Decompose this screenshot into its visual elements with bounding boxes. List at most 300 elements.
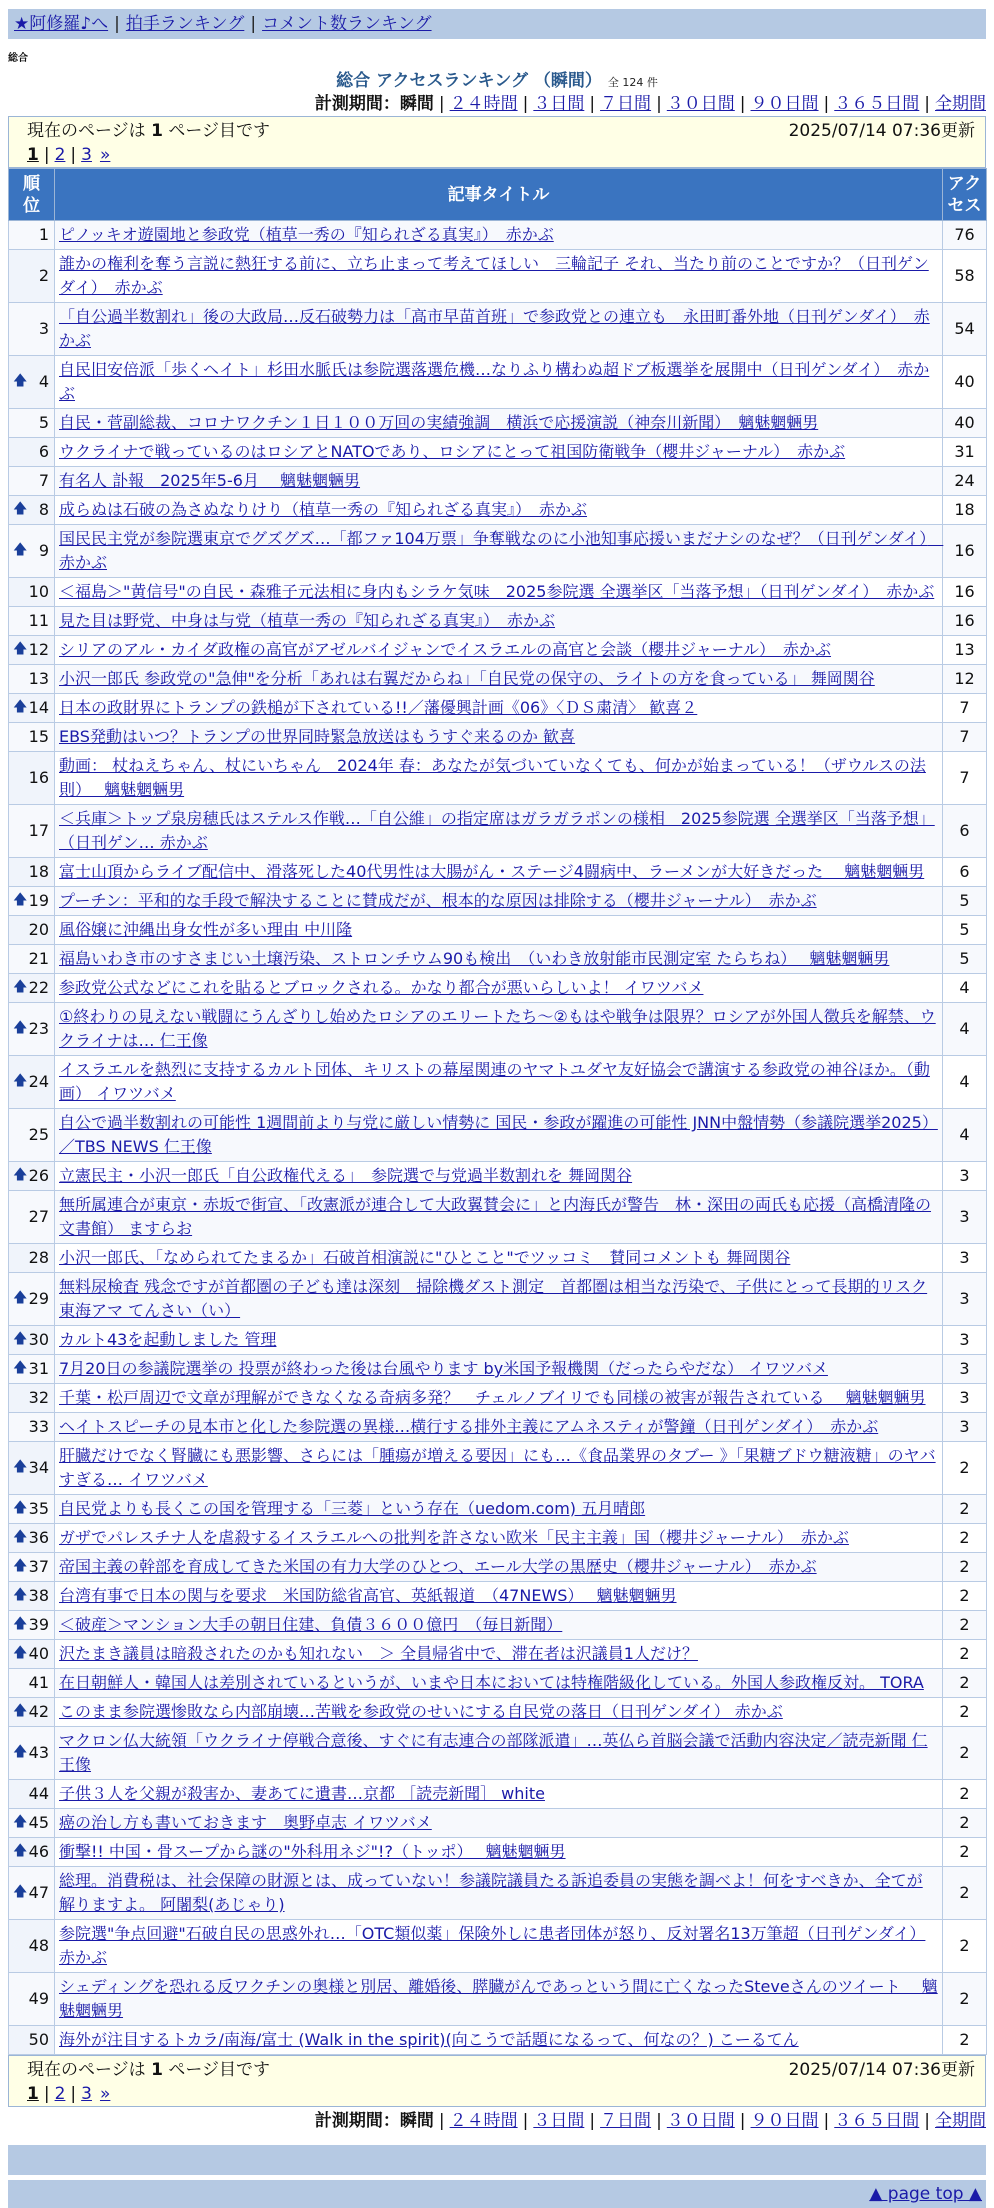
top-nav — [8, 9, 986, 39]
title-cell — [55, 723, 943, 752]
title-cell — [55, 887, 943, 916]
title-cell — [55, 636, 943, 665]
table-row — [9, 916, 987, 945]
article-link[interactable]: 海外が注目するトカラ/南海/富士 (Walk in the spirit)(向こうで話題になるって、何なの？) こーるてん — [59, 2030, 799, 2049]
table-row — [9, 467, 987, 496]
rank-cell — [9, 723, 55, 752]
period-current: 瞬間 — [399, 2111, 434, 2131]
period-link[interactable]: ３日間 — [533, 2111, 585, 2131]
rank-cell — [9, 1442, 55, 1495]
table-row — [9, 1640, 987, 1669]
up-arrow-icon: 🡅 — [13, 1330, 28, 1347]
rank-cell — [9, 1582, 55, 1611]
title-cell — [55, 1413, 943, 1442]
table-row — [9, 221, 987, 250]
title-cell — [55, 1442, 943, 1495]
title-cell — [55, 1582, 943, 1611]
title-cell — [55, 858, 943, 887]
period-separator: | — [589, 94, 596, 114]
access-count: 2 — [943, 1495, 987, 1524]
period-link[interactable]: ２４時間 — [449, 2111, 518, 2131]
rank-cell — [9, 578, 55, 607]
period-link[interactable]: 全期間 — [935, 94, 986, 114]
up-arrow-icon: 🡅 — [13, 698, 28, 715]
rank-cell — [9, 250, 55, 303]
rank-cell — [9, 974, 55, 1003]
article-link[interactable]: シリアのアル・カイダ政権の高官がアゼルバイジャンでイスラエルの高官と会談（櫻井ジャーナル） 赤かぶ — [59, 640, 832, 659]
article-link[interactable]: ガザでパレスチナ人を虐殺するイスラエルへの批判を許さない欧米「民主主義」国（櫻井ジャーナル） 赤かぶ — [59, 1528, 849, 1547]
pager-status-row — [27, 2058, 975, 2082]
title-cell — [55, 805, 943, 858]
table-row — [9, 1582, 987, 1611]
up-arrow-icon: 🡅 — [13, 1019, 28, 1036]
table-row — [9, 1273, 987, 1326]
access-count: 2 — [943, 1727, 987, 1780]
period-link[interactable]: ３０日間 — [666, 2111, 735, 2131]
rank-number: 22 — [28, 978, 49, 997]
article-link[interactable]: 参院選"争点回避"石破自民の思惑外れ…「OTC類似薬」保険外しに患者団体が怒り、反対署名13万筆超（日刊ゲンダイ） 赤かぶ — [59, 1924, 926, 1967]
rank-number: 38 — [28, 1586, 49, 1605]
access-count: 3 — [943, 1162, 987, 1191]
article-link[interactable]: 自民・菅副総裁、コロナワクチン１日１００万回の実績強調 横浜で応援演説（神奈川新聞） 魑魅魍魎男 — [59, 413, 819, 432]
rank-cell — [9, 438, 55, 467]
article-link[interactable]: カルト43を起動しました 管理 — [59, 1330, 277, 1349]
nav-clap-ranking-link[interactable]: 拍手ランキング — [125, 14, 245, 34]
pager-next-link[interactable]: » — [99, 2084, 111, 2104]
table-row — [9, 1553, 987, 1582]
access-count: 4 — [943, 1109, 987, 1162]
up-arrow-icon: 🡅 — [13, 541, 28, 558]
article-link[interactable]: 衝撃!! 中国・骨スープから謎の"外科用ネジ"!?（トッポ） 魑魅魍魎男 — [59, 1842, 566, 1861]
period-label: 計測期間： — [314, 2111, 400, 2131]
article-link[interactable]: 参政党公式などにこれを貼るとブロックされる。かなり都合が悪いらしいよ！ イワツバメ — [59, 978, 704, 997]
pager-current-page: 1 — [151, 121, 163, 141]
access-count: 54 — [943, 303, 987, 356]
article-link[interactable]: 風俗嬢に沖縄出身女性が多い理由 中川隆 — [59, 920, 353, 939]
rank-cell — [9, 752, 55, 805]
ranking-title-text: 総合 アクセスランキング （瞬間） — [336, 71, 602, 91]
title-cell — [55, 496, 943, 525]
table-row — [9, 1838, 987, 1867]
title-cell — [55, 1355, 943, 1384]
up-arrow-icon: 🡅 — [13, 500, 28, 517]
title-cell — [55, 1495, 943, 1524]
access-count: 3 — [943, 1273, 987, 1326]
pager-links-row — [27, 2082, 975, 2106]
rank-cell — [9, 636, 55, 665]
article-link[interactable]: 国民民主党が参院選東京でグズグズ…「都ファ104万票」争奪戦なのに小池知事応援いまだナシのなぜ？（日刊ゲンダイ） 赤かぶ — [59, 529, 944, 572]
title-cell — [55, 221, 943, 250]
pager-next-link[interactable]: » — [99, 145, 111, 165]
nav-separator: | — [250, 14, 257, 34]
pager-separator: | — [70, 145, 77, 165]
article-link[interactable]: 福島いわき市のすさまじい土壌汚染、ストロンチウム90も検出 （いわき放射能市民測定室 たらちね） 魑魅魍魎男 — [59, 949, 890, 968]
rank-cell — [9, 1326, 55, 1355]
article-link[interactable]: ＜破産＞マンション大手の朝日住建、負債３６００億円 （毎日新聞） — [59, 1615, 563, 1634]
period-label: 計測期間： — [314, 94, 400, 114]
article-link[interactable]: 富士山頂からライブ配信中、滑落死した40代男性は大腸がん・ステージ4闘病中、ラーメンが大好きだった 魑魅魍魎男 — [59, 862, 925, 881]
rank-number: 14 — [28, 698, 49, 717]
article-link[interactable]: 帝国主義の幹部を育成してきた米国の有力大学のひとつ、エール大学の黒歴史（櫻井ジャーナル） 赤かぶ — [59, 1557, 817, 1576]
article-link[interactable]: 在日朝鮮人・韓国人は差別されているというが、いまや日本においては特権階級化している。外国人参政権反対。 TORA — [59, 1673, 924, 1692]
pager-bottom — [8, 2055, 986, 2107]
rank-cell — [9, 916, 55, 945]
access-count: 16 — [943, 525, 987, 578]
article-link[interactable]: ＜福島＞"黄信号"の自民・森雅子元法相に身内もシラケ気味 2025参院選 全選挙区「当落予想」（日刊ゲンダイ） 赤かぶ — [59, 582, 935, 601]
table-row — [9, 1669, 987, 1698]
access-count: 2 — [943, 1780, 987, 1809]
table-row — [9, 1524, 987, 1553]
up-arrow-icon: 🡅 — [13, 1615, 28, 1632]
table-row — [9, 1191, 987, 1244]
title-cell — [55, 1973, 943, 2026]
article-link[interactable]: 無所属連合が東京・赤坂で街宣、「改憲派が連合して大政翼賛会に」と内海氏が警告 林・深田の両氏も応援（高橋清隆の文書館） ますらお — [59, 1195, 932, 1238]
pager-page-link[interactable]: 3 — [81, 145, 92, 165]
access-column-header: アクセス — [943, 169, 987, 221]
pager-current-page: 1 — [151, 2060, 163, 2080]
rank-cell — [9, 887, 55, 916]
pager-status-row — [27, 119, 975, 143]
title-cell — [55, 607, 943, 636]
access-count: 24 — [943, 467, 987, 496]
nav-comment-ranking-link[interactable]: コメント数ランキング — [262, 14, 432, 34]
title-cell — [55, 438, 943, 467]
table-row — [9, 805, 987, 858]
access-count: 16 — [943, 607, 987, 636]
access-count: 5 — [943, 887, 987, 916]
access-count: 2 — [943, 1582, 987, 1611]
title-cell — [55, 694, 943, 723]
period-separator: | — [823, 2111, 830, 2131]
rank-cell — [9, 221, 55, 250]
rank-number: 21 — [28, 949, 49, 968]
table-row — [9, 303, 987, 356]
article-link[interactable]: ピノッキオ遊園地と参政党（植草一秀の『知られざる真実』） 赤かぶ — [59, 225, 554, 244]
rank-cell — [9, 1669, 55, 1698]
last-updated: 2025/07/14 07:36更新 — [788, 2060, 975, 2080]
page-top-link[interactable]: ▲ page top ▲ — [869, 2184, 982, 2204]
access-count: 2 — [943, 1920, 987, 1973]
period-link[interactable]: ２４時間 — [449, 94, 518, 114]
access-count: 2 — [943, 1809, 987, 1838]
rank-number: 48 — [28, 1936, 49, 1955]
rank-cell — [9, 1413, 55, 1442]
title-cell — [55, 1920, 943, 1973]
access-count: 2 — [943, 1838, 987, 1867]
period-separator: | — [656, 94, 662, 114]
access-count: 4 — [943, 974, 987, 1003]
access-count: 2 — [943, 1867, 987, 1920]
rank-number: 24 — [28, 1072, 49, 1091]
footer-bar — [8, 2145, 986, 2175]
rank-number: 35 — [28, 1499, 49, 1518]
pager-links-row — [27, 143, 975, 167]
article-link[interactable]: 見た目は野党、中身は与党（植草一秀の『知られざる真実』） 赤かぶ — [59, 611, 556, 630]
rank-number: 28 — [28, 1248, 49, 1267]
access-count: 2 — [943, 1640, 987, 1669]
title-cell — [55, 1191, 943, 1244]
access-count: 3 — [943, 1355, 987, 1384]
period-selector-bottom — [8, 2109, 986, 2133]
period-current: 瞬間 — [399, 94, 434, 114]
rank-column-header: 順位 — [9, 169, 55, 221]
rank-cell — [9, 694, 55, 723]
table-row — [9, 1413, 987, 1442]
title-cell — [55, 356, 943, 409]
title-cell — [55, 1553, 943, 1582]
access-count: 7 — [943, 752, 987, 805]
article-link[interactable]: 沢たまき議員は暗殺されたのかも知れない ＞ 全員帰省中で、滞在者は沢議員1人だけ？ — [59, 1644, 698, 1663]
article-link[interactable]: 有名人 訃報 2025年5-6月 魑魅魍魎男 — [59, 471, 361, 490]
rank-cell — [9, 1780, 55, 1809]
article-link[interactable]: 動画： 杖ねえちゃん、杖にいちゃん 2024年 春：あなたが気づいていなくても、何かが始まっている！（ザウルスの法則） 魑魅魍魎男 — [59, 756, 926, 799]
period-separator: | — [924, 94, 930, 114]
period-separator: | — [589, 2111, 596, 2131]
rank-cell — [9, 1640, 55, 1669]
rank-cell — [9, 1727, 55, 1780]
rank-cell — [9, 525, 55, 578]
title-cell — [55, 578, 943, 607]
period-separator: | — [924, 2111, 930, 2131]
table-row — [9, 636, 987, 665]
table-row — [9, 694, 987, 723]
rank-number: 32 — [28, 1388, 49, 1407]
rank-cell — [9, 1553, 55, 1582]
period-link[interactable]: 全期間 — [935, 2111, 986, 2131]
article-link[interactable]: 小沢一郎氏 参政党の"急伸"を分析「あれは右翼だからね」「自民党の保守の、ライトの方を食っている」 舞岡関谷 — [59, 669, 875, 688]
article-link[interactable]: 「自公過半数割れ」後の大政局…反石破勢力は「高市早苗首班」で参政党との連立も 永田町番外地（日刊ゲンダイ） 赤かぶ — [59, 307, 930, 350]
title-cell — [55, 1056, 943, 1109]
article-link[interactable]: 総理。消費税は、社会保障の財源とは、成っていない！参議院議員たる訴追委員の実態を調べよ！何をすべきか、全てが解りますよ。 阿闍梨(あじゃり) — [59, 1871, 923, 1914]
period-selector-top — [8, 92, 986, 116]
rank-number: 47 — [28, 1883, 49, 1902]
pager-separator: | — [43, 2084, 50, 2104]
article-link[interactable]: プーチン：平和的な手段で解決することに賛成だが、根本的な原因は排除する（櫻井ジャーナル） 赤かぶ — [59, 891, 817, 910]
access-count: 2 — [943, 1442, 987, 1495]
pager-page-link[interactable]: 3 — [81, 2084, 92, 2104]
table-row — [9, 1727, 987, 1780]
rank-cell — [9, 1162, 55, 1191]
rank-cell — [9, 1056, 55, 1109]
rank-cell — [9, 607, 55, 636]
rank-number: 26 — [28, 1166, 49, 1185]
ranking-item-count: 全 124 件 — [607, 76, 658, 89]
access-count: 40 — [943, 409, 987, 438]
pager-top — [8, 116, 986, 168]
article-link[interactable]: シェディングを恐れる反ワクチンの奥様と別居、離婚後、膵臓がんであっという間に亡くなったSteveさんのツイート 魑魅魍魎男 — [59, 1977, 938, 2020]
table-row — [9, 1611, 987, 1640]
article-link[interactable]: 小沢一郎氏、「なめられてたまるか」石破首相演説に"ひとこと"でツッコミ 賛同コメントも 舞岡関谷 — [59, 1248, 791, 1267]
article-link[interactable]: 肝臓だけでなく腎臓にも悪影響、さらには「腫瘍が増える要因」にも…《食品業界のタブー 》「果糖ブドウ糖液糖」のヤバすぎる… イワツバメ — [59, 1446, 936, 1489]
rank-cell — [9, 1109, 55, 1162]
article-link[interactable]: ウクライナで戦っているのはロシアとNATOであり、ロシアにとって祖国防衛戦争（櫻井ジャーナル） 赤かぶ — [59, 442, 846, 461]
article-link[interactable]: 7月20日の参議院選挙の 投票が終わった後は台風やります by米国予報機関（だったらやだな） イワツバメ — [59, 1359, 828, 1378]
rank-cell — [9, 1495, 55, 1524]
title-cell — [55, 1384, 943, 1413]
access-count: 7 — [943, 723, 987, 752]
rank-number: 36 — [28, 1528, 49, 1547]
table-row — [9, 974, 987, 1003]
title-cell — [55, 467, 943, 496]
title-cell — [55, 1698, 943, 1727]
pager-suffix: ページ目です — [162, 2060, 270, 2080]
period-separator: | — [438, 2111, 445, 2131]
title-cell — [55, 1003, 943, 1056]
rank-number: 7 — [38, 471, 49, 490]
article-link[interactable]: ①終わりの見えない戦闘にうんざりし始めたロシアのエリートたち〜②もはや戦争は限界？ロシアが外国人徴兵を解禁、ウクライナは… 仁王像 — [59, 1007, 936, 1050]
table-row — [9, 1162, 987, 1191]
article-link[interactable]: ヘイトスピーチの見本市と化した参院選の異様…横行する排外主義にアムネスティが警鐘（日刊ゲンダイ） 赤かぶ — [59, 1417, 879, 1436]
rank-number: 20 — [28, 920, 49, 939]
table-header-row — [9, 169, 987, 221]
up-arrow-icon: 🡅 — [13, 1166, 28, 1183]
period-link[interactable]: ７日間 — [600, 2111, 652, 2131]
pager-page-link[interactable]: 2 — [54, 2084, 66, 2104]
table-row — [9, 723, 987, 752]
up-arrow-icon: 🡅 — [13, 1359, 28, 1376]
rank-number: 10 — [28, 582, 49, 601]
title-cell — [55, 665, 943, 694]
access-count: 12 — [943, 665, 987, 694]
article-link[interactable]: 癌の治し方も書いておきます 奥野卓志 イワツバメ — [59, 1813, 432, 1832]
article-link[interactable]: 自民旧安倍派「歩くヘイト」杉田水脈氏は参院選落選危機…なりふり構わぬ超ドブ板選挙を展開中（日刊ゲンダイ） 赤かぶ — [59, 360, 930, 403]
period-separator: | — [438, 94, 445, 114]
article-link[interactable]: 台湾有事で日本の関与を要求 米国防総省高官、英紙報道 （47NEWS） 魑魅魍魎男 — [59, 1586, 677, 1605]
article-link[interactable]: 成らぬは石破の為さぬなりけり（植草一秀の『知られざる真実』） 赤かぶ — [59, 500, 588, 519]
article-link[interactable]: イスラエルを熱烈に支持するカルト団体、キリストの幕屋関連のヤマトユダヤ友好協会で講演する参政党の神谷ほか。（動画） イワツバメ — [59, 1060, 930, 1103]
rank-number: 17 — [28, 821, 49, 840]
period-link[interactable]: ３日間 — [533, 94, 585, 114]
article-link[interactable]: このまま参院選惨敗なら内部崩壊…苦戦を参政党のせいにする自民党の落日（日刊ゲンダイ） 赤かぶ — [59, 1702, 783, 1721]
access-count: 2 — [943, 1524, 987, 1553]
pager-page-current: 1 — [27, 145, 39, 165]
title-cell — [55, 1838, 943, 1867]
period-link[interactable]: ３６５日間 — [834, 94, 920, 114]
period-link[interactable]: ７日間 — [600, 94, 652, 114]
access-count: 3 — [943, 1326, 987, 1355]
period-link[interactable]: ９０日間 — [750, 2111, 819, 2131]
rank-number: 12 — [28, 640, 49, 659]
title-cell — [55, 752, 943, 805]
rank-number: 42 — [28, 1702, 49, 1721]
table-row — [9, 1442, 987, 1495]
access-count: 3 — [943, 1244, 987, 1273]
title-cell — [55, 250, 943, 303]
rank-cell — [9, 945, 55, 974]
article-link[interactable]: 無料尿検査 残念ですが首都圏の子ども達は深刻 掃除機ダスト測定 首都圏は相当な汚染で、子供にとって長期的リスク東海アマ てんさい（い） — [59, 1277, 928, 1320]
rank-number: 49 — [28, 1989, 49, 2008]
rank-number: 41 — [28, 1673, 49, 1692]
table-row — [9, 1698, 987, 1727]
table-row — [9, 1973, 987, 2026]
rank-cell — [9, 1191, 55, 1244]
table-row — [9, 438, 987, 467]
table-row — [9, 525, 987, 578]
table-row — [9, 1780, 987, 1809]
period-link[interactable]: ９０日間 — [750, 94, 819, 114]
access-count: 6 — [943, 858, 987, 887]
rank-cell — [9, 858, 55, 887]
access-count: 58 — [943, 250, 987, 303]
period-link[interactable]: ３６５日間 — [834, 2111, 920, 2131]
rank-number: 16 — [28, 768, 49, 787]
table-row — [9, 1003, 987, 1056]
table-row — [9, 1495, 987, 1524]
title-cell — [55, 1109, 943, 1162]
rank-number: 37 — [28, 1557, 49, 1576]
rank-cell — [9, 1973, 55, 2026]
table-row — [9, 1355, 987, 1384]
period-separator: | — [656, 2111, 662, 2131]
rank-number: 11 — [28, 611, 49, 630]
rank-number: 5 — [38, 413, 49, 432]
article-link[interactable]: 誰かの権利を奪う言説に熱狂する前に、立ち止まって考えてほしい 三輪記子 それ、当たり前のことですか？（日刊ゲンダイ） 赤かぶ — [59, 254, 929, 297]
table-row — [9, 496, 987, 525]
rank-cell — [9, 1524, 55, 1553]
article-link[interactable]: 日本の政財界にトランプの鉄槌が下されている!!／藩優興計画《06》〈ＤＳ粛清〉 歓喜２ — [59, 698, 698, 717]
access-count: 3 — [943, 1191, 987, 1244]
article-link[interactable]: 自民党よりも長くこの国を管理する「三菱」という存在（uedom.com) 五月晴郎 — [59, 1499, 646, 1518]
pager-page-link[interactable]: 2 — [54, 145, 66, 165]
nav-home-link[interactable]: ★阿修羅♪へ — [14, 14, 109, 34]
title-cell — [55, 1524, 943, 1553]
rank-number: 18 — [28, 862, 49, 881]
title-column-header: 記事タイトル — [55, 169, 943, 221]
rank-number: 13 — [28, 669, 49, 688]
title-cell — [55, 1727, 943, 1780]
article-link[interactable]: 自公で過半数割れの可能性 1週間前より与党に厳しい情勢に 国民・参政が躍進の可能性 JNN中盤情勢（参議院選挙2025）／TBS NEWS 仁王像 — [59, 1113, 938, 1156]
rank-number: 2 — [38, 266, 49, 285]
pager-separator: | — [70, 2084, 77, 2104]
access-count: 31 — [943, 438, 987, 467]
up-arrow-icon: 🡅 — [13, 1528, 28, 1545]
access-count: 2 — [943, 1611, 987, 1640]
title-cell — [55, 303, 943, 356]
rank-cell — [9, 1838, 55, 1867]
up-arrow-icon: 🡅 — [13, 1813, 28, 1830]
pager-suffix: ページ目です — [162, 121, 270, 141]
access-count: 2 — [943, 1973, 987, 2026]
up-arrow-icon: 🡅 — [13, 1499, 28, 1516]
access-count: 5 — [943, 916, 987, 945]
rank-number: 6 — [38, 442, 49, 461]
rank-cell — [9, 1698, 55, 1727]
pager-prefix: 現在のページは — [27, 2060, 152, 2080]
article-link[interactable]: 千葉・松戸周辺で文章が理解ができなくなる奇病多発？ チェルノブイリでも同様の被害が報告されている 魑魅魍魎男 — [59, 1388, 926, 1407]
article-link[interactable]: ＜兵庫＞トップ泉房穂氏はステルス作戦…「自公維」の指定席はガラガラポンの様相 2025参院選 全選挙区「当落予想」（日刊ゲン… 赤かぶ — [59, 809, 935, 852]
rank-number: 29 — [28, 1289, 49, 1308]
table-row — [9, 1056, 987, 1109]
article-link[interactable]: 立憲民主・小沢一郎氏「自公政権代える」 参院選で与党過半数割れを 舞岡関谷 — [59, 1166, 633, 1185]
title-cell — [55, 1669, 943, 1698]
rank-number: 23 — [28, 1019, 49, 1038]
period-link[interactable]: ３０日間 — [666, 94, 735, 114]
rank-number: 31 — [28, 1359, 49, 1378]
up-arrow-icon: 🡅 — [13, 1842, 28, 1859]
table-row — [9, 945, 987, 974]
article-link[interactable]: 子供３人を父親が殺害か、妻あてに遺書…京都 ［読売新聞］ white — [59, 1784, 545, 1803]
article-link[interactable]: EBS発動はいつ？トランプの世界同時緊急放送はもうすぐ来るのか 歓喜 — [59, 727, 576, 746]
rank-cell — [9, 1384, 55, 1413]
rank-number: 3 — [38, 319, 49, 338]
access-count: 7 — [943, 694, 987, 723]
access-count: 16 — [943, 578, 987, 607]
title-cell — [55, 1640, 943, 1669]
rank-number: 8 — [38, 500, 49, 519]
period-separator: | — [522, 2111, 529, 2131]
rank-number: 33 — [28, 1417, 49, 1436]
article-link[interactable]: マクロン仏大統領「ウクライナ停戦合意後、すぐに有志連合の部隊派遣」…英仏ら首脳会議で活動内容決定／読売新聞 仁王像 — [59, 1731, 928, 1774]
